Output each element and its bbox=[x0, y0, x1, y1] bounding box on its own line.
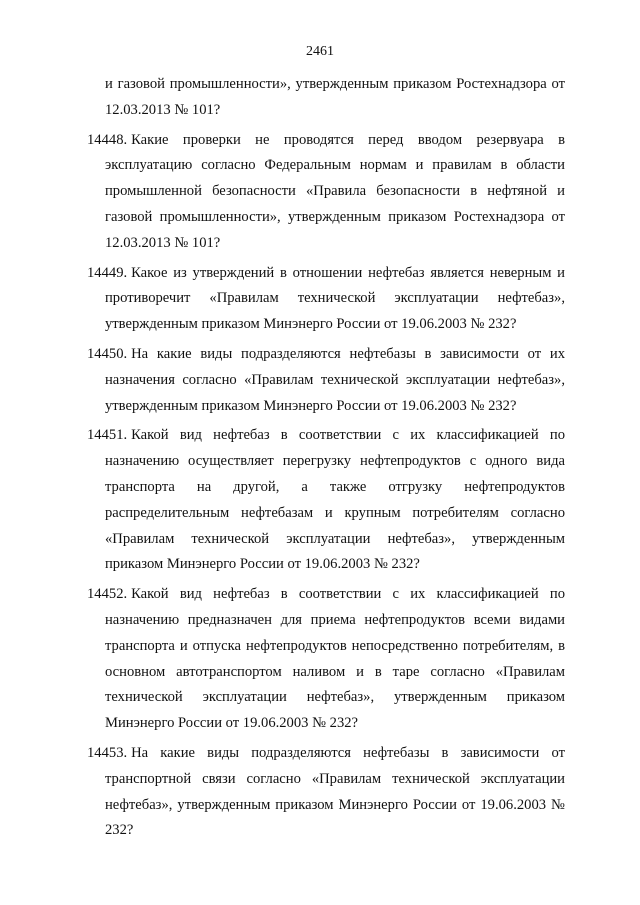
question-text: На какие виды подразделяются нефтебазы в зависимости от их назначения согласно «Правилам технической эксплуатации нефтебаз», утвержденным приказом Минэнерго России от 19.06.2003 № 232? bbox=[105, 345, 565, 414]
page-number: 2461 bbox=[306, 44, 334, 59]
question-item-14448 bbox=[87, 128, 565, 257]
question-text: На какие виды подразделяются нефтебазы в зависимости от транспортной связи согласно «Правилам технической эксплуатации нефтебаз», утвержденным приказом Минэнерго России от 19.06.2003 № 232? bbox=[105, 744, 565, 839]
question-number: 14452. bbox=[87, 586, 128, 603]
question-list bbox=[87, 72, 565, 844]
question-number: 14451. bbox=[87, 427, 128, 444]
question-item-14449 bbox=[87, 261, 565, 338]
question-number: 14453. bbox=[87, 744, 128, 761]
question-number: 14450. bbox=[87, 345, 128, 362]
question-item-14452 bbox=[87, 582, 565, 737]
question-number: 14449. bbox=[87, 264, 128, 281]
question-text: Какой вид нефтебаз в соответствии с их классификацией по назначению осуществляет перегрузку нефтепродуктов с одного вида транспорта на другой, а также отгрузку нефтепродуктов распределительным нефтебазам и крупным потребителям согласно «Правилам технической эксплуатации нефтебаз», утвержденным приказом Минэнерго России от 19.06.2003 № 232? bbox=[105, 427, 565, 573]
question-text: и газовой промышленности», утвержденным приказом Ростехнадзора от 12.03.2013 № 101? bbox=[105, 76, 565, 118]
question-number: 14448. bbox=[87, 131, 128, 148]
question-continuation bbox=[105, 72, 565, 124]
question-text: Какие проверки не проводятся перед вводом резервуара в эксплуатацию согласно Федеральным нормам и правилам в области промышленной безопасности «Правила безопасности в нефтяной и газовой промышленности», утвержденным приказом Ростехнадзора от 12.03.2013 № 101? bbox=[105, 131, 565, 251]
question-text: Какой вид нефтебаз в соответствии с их классификацией по назначению предназначен для приема нефтепродуктов всеми видами транспорта и отпуска нефтепродуктов непосредственно потребителям, в основном автотранспортом наливом и в таре согласно «Правилам технической эксплуатации нефтебаз», утвержденным приказом Минэнерго России от 19.06.2003 № 232? bbox=[105, 586, 565, 732]
question-text: Какое из утверждений в отношении нефтебаз является неверным и противоречит «Правилам технической эксплуатации нефтебаз», утвержденным приказом Минэнерго России от 19.06.2003 № 232? bbox=[105, 264, 565, 333]
question-item-14451 bbox=[87, 423, 565, 578]
question-item-14450 bbox=[87, 342, 565, 419]
question-item-14453 bbox=[87, 741, 565, 844]
